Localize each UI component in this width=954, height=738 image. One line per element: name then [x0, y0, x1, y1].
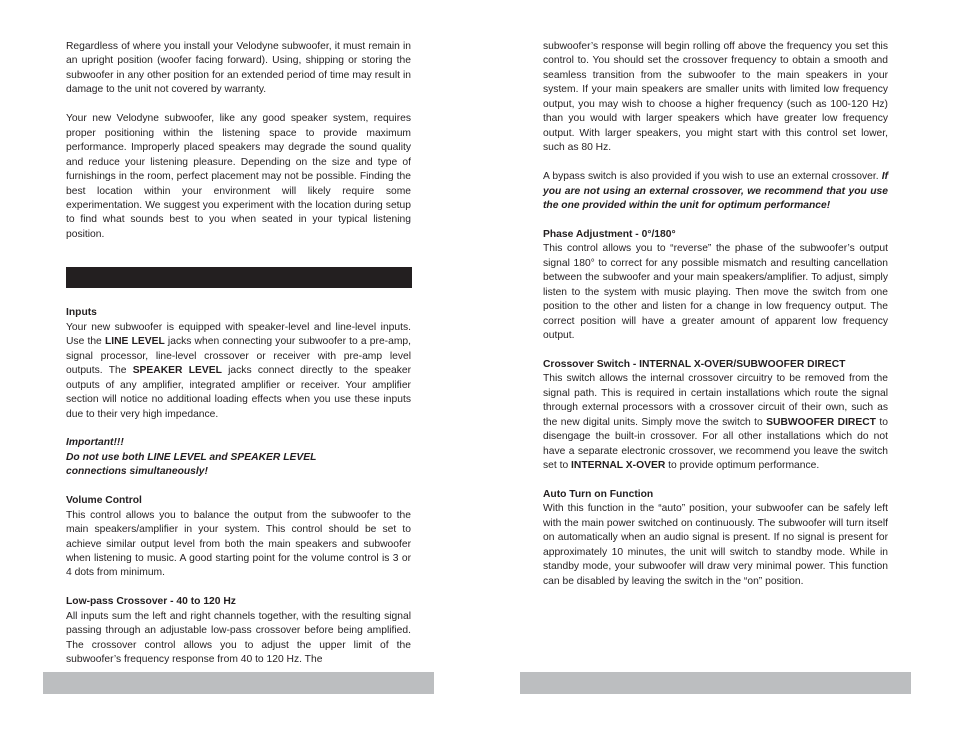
crossover-switch-paragraph	[543, 372, 888, 473]
phase-heading: Phase Adjustment - 0°/180°	[543, 228, 676, 240]
crossover-text-2: to disengage the built-in crossover. For all other installations which do not have a separate electronic crossover, we recommend you leave the switch set to	[543, 416, 888, 472]
intro-paragraph-2: Your new Velodyne subwoofer, like any good speaker system, requires proper positioning within the listening space to provide maximum performance. Improperly placed speakers may degrade the sound quality and reduce your listening pleasure. Depending on the size and type of furnishings in the room, perfect placement may not be possible. Finding the best location within your environment will likely require some experimentation. We suggest you experiment with the location during setup to find what sounds best to you when seated in your typical listening position.	[66, 113, 411, 240]
important-title: Important!!!	[66, 437, 124, 449]
bypass-paragraph	[543, 170, 888, 213]
crossover-text-1: This switch allows the internal crossover circuitry to be removed from the signal path. This is required in certain installations which route the signal through external processors with a crossover circuit of their own, such as the new digital units. Simply move the switch to	[543, 373, 888, 428]
lowpass-paragraph: All inputs sum the left and right channels together, with the resulting signal passing through an adjustable low-pass crossover before being amplified. The crossover control allows you to adjust the upper limit of the subwoofer’s frequency response from 40 to 120 Hz. The	[66, 610, 411, 666]
phase-paragraph: This control allows you to “reverse” the phase of the subwoofer’s output signal 180° to correct for any possible mismatch and resulting cancellation between the subwoofer and your main speakers/amplifier. To adjust, simply listen to the system with music playing. Then move the switch from one position to the other and listen for a change in low frequency output. The correct position will have a greater amount of apparent low frequency output.	[543, 243, 888, 342]
auto-turn-on-paragraph: With this function in the “auto” position, your subwoofer can be safely left with the main power switched on continuously. The subwoofer will turn itself on automatically when an audio signal is present. If no signal is present for approximately 10 minutes, the unit will switch to standby mode. While in standby mode, your subwoofer will draw very minimal power. This function can be disabled by leaving the switch in the “on” position.	[543, 503, 888, 587]
inputs-paragraph	[66, 321, 411, 422]
crossover-switch-heading: Crossover Switch - INTERNAL X-OVER/SUBWOOFER DIRECT	[543, 358, 846, 370]
inputs-text-1: Your new subwoofer is equipped with speaker-level and line-level inputs. Use the	[66, 321, 411, 348]
intro-paragraph-1: Regardless of where you install your Velodyne subwoofer, it must remain in an upright position (woofer facing forward). Using, shipping or storing the subwoofer in any other position for an extended period of time may result in damage to the unit not covered by warranty.	[66, 41, 411, 96]
bypass-recommendation: If you are not using an external crossover, we recommend that you use the one provided within the unit for optimum performance!	[543, 171, 888, 211]
crossover-continued-paragraph: subwoofer’s response will begin rolling off above the frequency you set this control to. You should set the crossover frequency to obtain a smooth and seamless transition from the subwoofer to the main speakers in your system. If your main speakers are smaller units with limited low frequency output, you may wish to choose a higher frequency (such as 100-120 Hz) than you would with larger speakers which have greater low frequency output. With larger speakers, you might start with this control set lower, such as 80 Hz.	[543, 41, 888, 154]
volume-paragraph: This control allows you to balance the output from the subwoofer to the main speakers/amplifier in your system. This control should be set to achieve similar output level from both the main speakers and subwoofer when listening to music. A good starting point for the volume control is 3 or 4 dots from minimum.	[66, 509, 411, 579]
right-column	[543, 40, 888, 589]
important-line-3: connections simultaneously!	[66, 466, 208, 478]
volume-heading: Volume Control	[66, 495, 142, 507]
inputs-heading: Inputs	[66, 307, 97, 319]
inputs-text-3: jacks connect directly to the speaker outputs of any amplifier, integrated amplifier or receiver. Your amplifier section will notice no additional loading effects when you use these inputs due to their very high impedance.	[66, 365, 411, 420]
left-column	[66, 40, 411, 668]
bypass-text: A bypass switch is also provided if you wish to use an external crossover.	[543, 171, 882, 183]
internal-xover-term: INTERNAL X-OVER	[571, 460, 666, 472]
left-footer-bar	[43, 672, 434, 694]
subwoofer-direct-term: SUBWOOFER DIRECT	[766, 416, 876, 428]
right-footer-bar	[520, 672, 911, 694]
section-title-bar	[66, 267, 412, 288]
speaker-level-term: SPEAKER LEVEL	[132, 365, 222, 377]
inputs-text-2: jacks when connecting your subwoofer to a pre-amp, signal processor, line-level crossover or receiver with pre-amp level outputs. The	[66, 336, 411, 377]
line-level-term: LINE LEVEL	[104, 336, 165, 348]
crossover-text-3: to provide optimum performance.	[665, 460, 820, 472]
important-line-2: Do not use both LINE LEVEL and SPEAKER LEVEL	[66, 451, 317, 463]
auto-turn-on-heading: Auto Turn on Function	[543, 488, 654, 500]
lowpass-heading: Low-pass Crossover - 40 to 120 Hz	[66, 596, 236, 608]
